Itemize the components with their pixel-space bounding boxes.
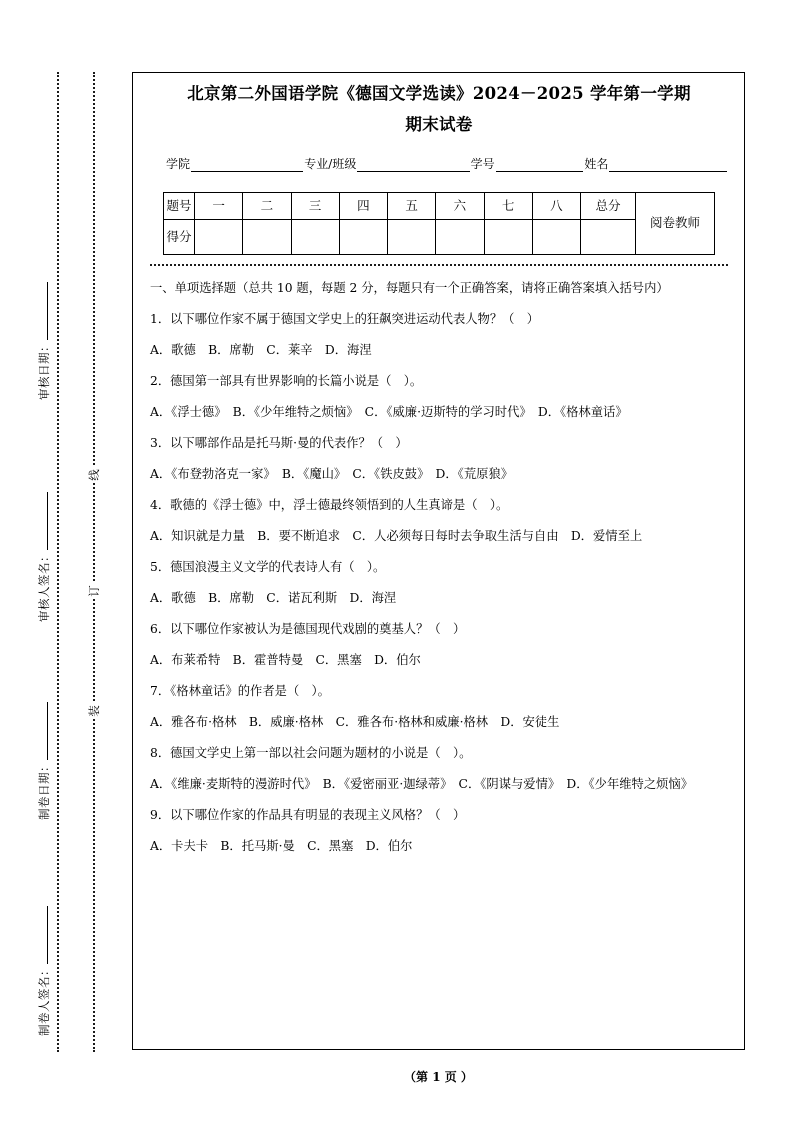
question-text-9: 以下哪位作家的作品具有明显的表现主义风格？（ ） (170, 808, 466, 823)
field-input-major-class[interactable] (357, 158, 469, 172)
score-cell-4[interactable] (339, 219, 387, 254)
question-stem-8 (150, 743, 728, 765)
column-header-7: 七 (484, 192, 532, 219)
question-text-2: 德国第一部具有世界影响的长篇小说是（ ）。 (170, 374, 423, 389)
field-input-student-id[interactable] (496, 158, 584, 172)
question-stem-9 (150, 805, 728, 827)
question-options-9[interactable]: A．卡夫卡 B．托马斯·曼 C．黑塞 D．伯尔 (150, 838, 413, 853)
table-row-scores (164, 219, 715, 254)
question-number-3: 3． (150, 436, 171, 451)
question-options-7[interactable]: A．雅各布·格林 B．威廉·格林 C．雅各布·格林和威廉·格林 D．安徒生 (150, 714, 560, 729)
row-label-score: 得分 (164, 219, 195, 254)
question-number-5: 5． (150, 560, 171, 575)
column-header-1: 一 (195, 192, 243, 219)
question-number-1: 1． (150, 312, 171, 327)
question-stem-2 (150, 371, 728, 393)
page-footer (132, 1068, 745, 1085)
section-separator (150, 264, 728, 266)
binding-dotted-line-inner (93, 72, 95, 1052)
question-stem-6 (150, 619, 728, 641)
column-header-5: 五 (388, 192, 436, 219)
column-header-2: 二 (243, 192, 291, 219)
binding-dotted-line-outer (57, 72, 59, 1052)
column-header-6: 六 (436, 192, 484, 219)
question-stem-3 (150, 433, 728, 455)
question-options-6[interactable]: A．布莱希特 B．霍普特曼 C．黑塞 D．伯尔 (150, 652, 421, 667)
column-header-3: 三 (291, 192, 339, 219)
score-cell-8[interactable] (532, 219, 580, 254)
question-section-single-choice (150, 278, 728, 858)
margin-label-review-date (36, 282, 52, 400)
question-text-5: 德国浪漫主义文学的代表诗人有（ ）。 (170, 560, 386, 575)
exam-title-line2: 期末试卷 (405, 115, 473, 135)
question-options-8[interactable]: A．《维廉·麦斯特的漫游时代》 B．《爱密丽亚·迦绿蒂》 C．《阴谋与爱情》 D．《少年维特之烦恼》 (150, 776, 694, 791)
binding-margin (0, 0, 132, 1122)
seal-char-bind: 订 (83, 583, 105, 599)
question-text-3: 以下哪部作品是托马斯·曼的代表作？（ ） (170, 436, 408, 451)
field-input-college[interactable] (191, 158, 303, 172)
exam-title-line1: 北京第二外国语学院《德国文学选读》2024－2025 学年第一学期 (187, 84, 691, 103)
score-cell-1[interactable] (195, 219, 243, 254)
question-options-5[interactable]: A．歌德 B．席勒 C．诺瓦利斯 D．海涅 (150, 590, 397, 605)
field-label-student-id: 学号 (470, 156, 495, 171)
question-number-4: 4． (150, 498, 171, 513)
question-stem-1 (150, 309, 728, 331)
margin-blank-line (36, 906, 48, 964)
question-number-8: 8． (150, 746, 171, 761)
question-number-2: 2． (150, 374, 171, 389)
score-cell-2[interactable] (243, 219, 291, 254)
field-label-major-class: 专业/班级 (304, 156, 357, 171)
question-stem-7 (150, 681, 728, 703)
question-stem-5 (150, 557, 728, 579)
field-input-student-name[interactable] (609, 158, 727, 172)
margin-label-reviewer-signature (36, 492, 52, 622)
score-table (163, 192, 715, 255)
column-header-grading-teacher[interactable]: 阅卷教师 (636, 192, 715, 254)
margin-blank-line (36, 702, 48, 760)
score-cell-7[interactable] (484, 219, 532, 254)
margin-label-paper-date (36, 702, 52, 820)
question-text-7: 《格林童话》的作者是（ ）。 (170, 684, 330, 699)
field-label-college: 学院 (166, 156, 191, 171)
question-text-1: 以下哪位作家不属于德国文学史上的狂飙突进运动代表人物？（ ） (170, 312, 540, 327)
margin-blank-line (36, 282, 48, 340)
seal-char-pack: 装 (83, 703, 105, 719)
question-number-9: 9． (150, 808, 171, 823)
margin-label-text: 审核日期： (37, 340, 51, 400)
question-text-8: 德国文学史上第一部以社会问题为题材的小说是（ ）。 (170, 746, 472, 761)
margin-label-text: 制卷人签名： (37, 964, 51, 1036)
column-header-8: 八 (532, 192, 580, 219)
margin-label-text: 制卷日期： (37, 760, 51, 820)
column-header-total: 总分 (581, 192, 636, 219)
question-text-4: 歌德的《浮士德》中，浮士德最终领悟到的人生真谛是（ ）。 (170, 498, 509, 513)
section-heading: 一、单项选择题（总共 10 题，每题 2 分，每题只有一个正确答案，请将正确答案填入括号内） (150, 280, 669, 295)
margin-blank-line (36, 492, 48, 550)
margin-label-text: 审核人签名： (37, 550, 51, 622)
question-options-4[interactable]: A．知识就是力量 B．要不断追求 C．人必须每日每时去争取生活与自由 D．爱情至上 (150, 528, 643, 543)
question-options-2[interactable]: A．《浮士德》 B．《少年维特之烦恼》 C．《威廉·迈斯特的学习时代》 D．《格林童话》 (150, 404, 628, 419)
seal-char-line: 线 (83, 467, 105, 483)
column-header-4: 四 (339, 192, 387, 219)
question-options-3[interactable]: A．《布登勃洛克一家》 B．《魔山》 C．《铁皮鼓》 D．《荒原狼》 (150, 466, 514, 481)
score-cell-total[interactable] (581, 219, 636, 254)
row-label-question-number: 题号 (164, 192, 195, 219)
field-label-student-name: 姓名 (584, 156, 609, 171)
exam-content (150, 78, 728, 857)
question-number-6: 6． (150, 622, 171, 637)
score-cell-5[interactable] (388, 219, 436, 254)
score-cell-6[interactable] (436, 219, 484, 254)
question-number-7: 7． (150, 684, 171, 699)
page-number: （第 1 页 ） (404, 1070, 473, 1084)
question-text-6: 以下哪位作家被认为是德国现代戏剧的奠基人？（ ） (170, 622, 466, 637)
question-options-1[interactable]: A．歌德 B．席勒 C．莱辛 D．海涅 (150, 342, 372, 357)
score-cell-3[interactable] (291, 219, 339, 254)
question-stem-4 (150, 495, 728, 517)
margin-label-paper-maker-signature (36, 906, 52, 1036)
table-row-question-numbers (164, 192, 715, 219)
student-info-row (166, 155, 728, 172)
